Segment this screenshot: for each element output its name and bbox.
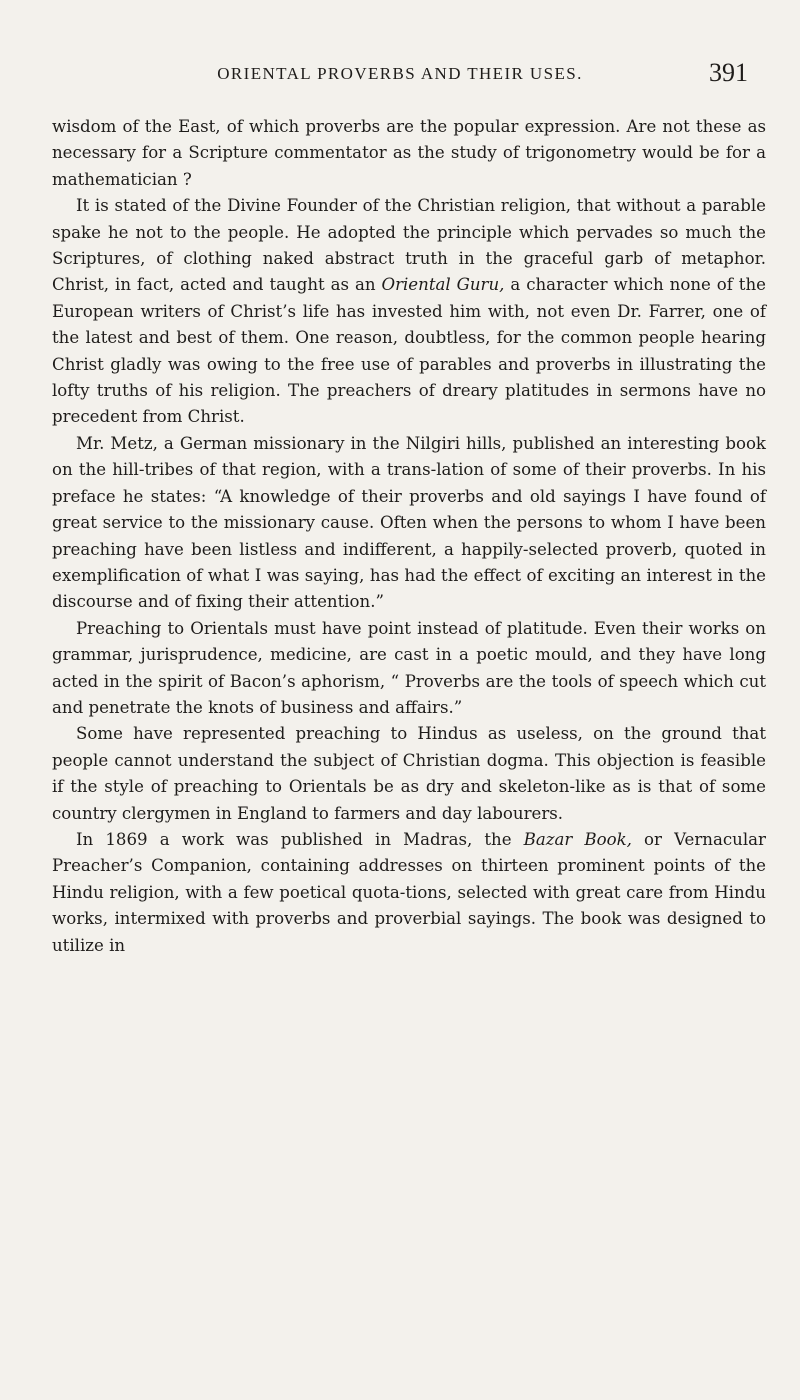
text-run: In 1869 a work was published in Madras, the (76, 829, 524, 849)
text-run: Some have represented preaching to Hindus as useless, on the ground that people cannot understand the subject of Christian dogma. This objection is feasible if the style of preaching to Orientals be as dry and skeleton-like as is that of some country clergymen in England to farmers and day labourers. (52, 724, 766, 823)
paragraph (52, 431, 766, 616)
text-run: wisdom of the East, of which proverbs are the popular expression. Are not these as necessary for a Scripture commentator as the study of trigonometry would be for a mathematician ? (52, 117, 766, 189)
text-run: Mr. Metz, a German missionary in the Nilgiri hills, published an interesting book on the hill-tribes of that region, with a trans-lation of some of their proverbs. In his preface he states: “A knowledge of their proverbs and old sayings I have found of great service to the missionary cause. Often when the persons to whom I have been preaching have been listless and indifferent, a happily-selected proverb, quoted in exemplification of what I was saying, has had the effect of exciting an interest in the discourse and of fixing their attention.” (52, 433, 766, 612)
running-head (52, 58, 748, 90)
paragraph (52, 193, 766, 431)
page-number: 391 (709, 58, 748, 87)
body-text (52, 114, 766, 959)
italic-term: Oriental Guru, (381, 275, 505, 295)
paragraph (52, 114, 766, 193)
text-run: a character which none of the European writers of Christ’s life has invested him with, not even Dr. Farrer, one of the latest and best of them. One reason, doubtless, for the common people hearing Christ gladly was owing to the free use of parables and proverbs in illustrating the lofty truths of his religion. The preachers of dreary platitudes in sermons have no precedent from Christ. (52, 275, 766, 427)
text-run: or Vernacular Preacher’s Companion, containing addresses on thirteen prominent points of the Hindu religion, with a few poetical quota-tions, selected with great care from Hindu works, intermixed with proverbs and proverbial sayings. The book was designed to utilize in (52, 829, 766, 955)
paragraph (52, 616, 766, 722)
paragraph (52, 827, 766, 959)
text-run: Preaching to Orientals must have point instead of platitude. Even their works on grammar, jurisprudence, medicine, are cast in a poetic mould, and they have long acted in the spirit of Bacon’s aphorism, “ Proverbs are the tools of speech which cut and penetrate the knots of business and affairs.” (52, 618, 766, 717)
text-run: It is stated of the Divine Founder of the Christian religion, that without a parable spake he not to the people. He adopted the principle which pervades so much the Scriptures, of clothing naked abstract truth in the graceful garb of metaphor. Christ, in fact, acted and taught as an (52, 196, 766, 295)
italic-term: Bazar Book, (523, 829, 632, 849)
paragraph (52, 721, 766, 827)
running-title: ORIENTAL PROVERBS AND THEIR USES. (217, 64, 583, 83)
